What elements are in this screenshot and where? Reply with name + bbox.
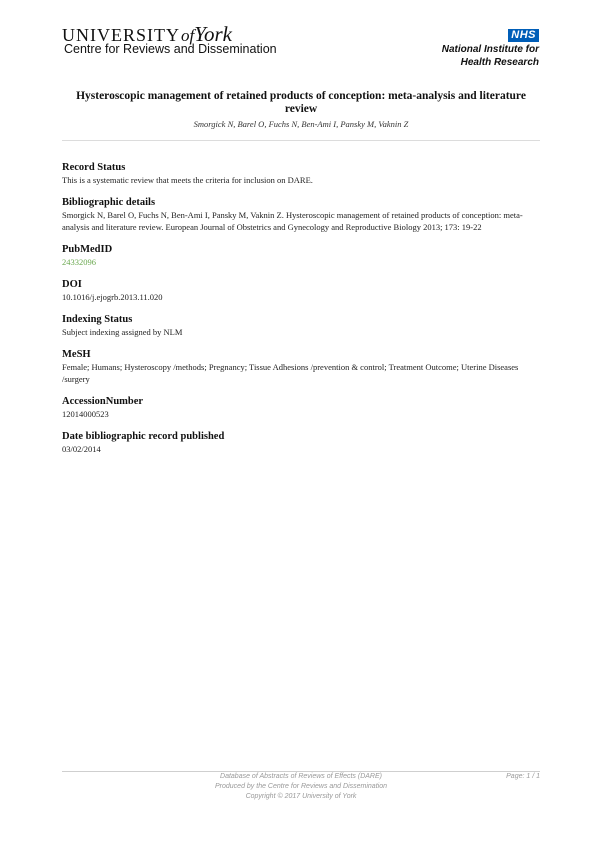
record-title: Hysteroscopic management of retained products of conception: meta-analysis and literature review <box>76 90 526 115</box>
university-wordmark <box>62 22 232 44</box>
section-heading: Bibliographic details <box>62 197 156 208</box>
section-heading: AccessionNumber <box>62 396 144 407</box>
section-body: This is a systematic review that meets the criteria for inclusion on DARE. <box>62 175 313 185</box>
section-heading: PubMedID <box>62 244 113 255</box>
nihr-line-2: Health Research <box>460 56 539 68</box>
page-number: Page: 1 / 1 <box>506 773 540 780</box>
section-heading: Indexing Status <box>62 314 133 325</box>
section-doi <box>62 278 540 303</box>
section-heading: Date bibliographic record published <box>62 431 225 442</box>
nhs-badge: NHS <box>508 29 539 42</box>
pubmed-link[interactable]: 24332096 <box>62 257 96 267</box>
section-body: 12014000523 <box>62 409 109 419</box>
section-indexing-status <box>62 313 540 338</box>
section-heading: DOI <box>62 279 82 290</box>
university-york: York <box>194 22 232 46</box>
record-authors: Smorgick N, Barel O, Fuchs N, Ben-Ami I, Pansky M, Vaknin Z <box>193 119 409 129</box>
page-footer <box>62 772 540 802</box>
section-mesh <box>62 348 540 385</box>
centre-name: Centre for Reviews and Dissemination <box>64 42 277 56</box>
section-pubmedid <box>62 243 540 268</box>
footer-line-1: Database of Abstracts of Reviews of Effects (DARE) <box>220 773 382 780</box>
section-date-published <box>62 430 540 455</box>
section-bibliographic-details <box>62 196 540 233</box>
record-title-block <box>62 90 540 129</box>
section-record-status <box>62 161 540 186</box>
university-of: of <box>181 26 195 45</box>
university-word: UNIVERSITY <box>62 25 180 45</box>
university-of-york-logo <box>62 22 302 62</box>
section-heading: MeSH <box>62 349 91 360</box>
section-body: Smorgick N, Barel O, Fuchs N, Ben-Ami I, Pansky M, Vaknin Z. Hysteroscopic management of retained products of conception: meta-analysis and literature review. European Journal of Obstetrics and Gynecology and Reproductive Biology 2013; 173: 19-22 <box>62 210 523 232</box>
footer-line-3: Copyright © 2017 University of York <box>245 793 357 800</box>
nihr-logo <box>419 25 539 68</box>
section-body: 10.1016/j.ejogrb.2013.11.020 <box>62 292 163 302</box>
section-heading: Record Status <box>62 162 126 173</box>
footer-line-2: Produced by the Centre for Reviews and Dissemination <box>215 783 387 790</box>
title-divider <box>62 140 540 141</box>
section-body: Female; Humans; Hysteroscopy /methods; Pregnancy; Tissue Adhesions /prevention & control; Treatment Outcome; Uterine Diseases /surgery <box>62 362 519 384</box>
record-content <box>62 161 540 465</box>
nihr-line-1: National Institute for <box>441 44 539 55</box>
section-body: 03/02/2014 <box>62 444 101 454</box>
section-accession-number <box>62 395 540 420</box>
section-body: Subject indexing assigned by NLM <box>62 327 183 337</box>
